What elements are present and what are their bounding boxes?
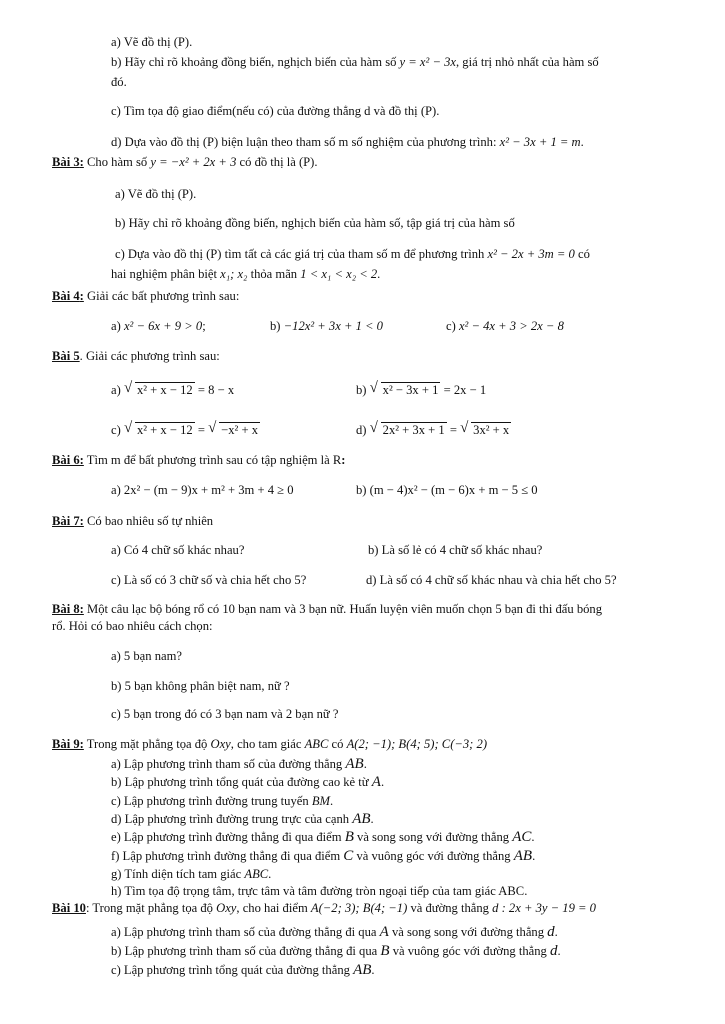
exercise-4-item-c: c) x² − 4x + 3 > 2x − 8 — [446, 319, 564, 333]
exercise-9-item: c) Lập phương trình đường trung tuyến BM. — [111, 794, 334, 808]
exercise-10-item: b) Lập phương trình tham số của đường thẳng đi qua B và vuông góc với đường thẳng d. — [111, 943, 561, 959]
exercise-7-item-d: d) Là số có 4 chữ số khác nhau và chia hết cho 5? — [366, 573, 617, 587]
exercise-9-item: b) Lập phương trình tổng quát của đường cao kẻ từ A. — [111, 774, 385, 790]
exercise-8-item-c: c) 5 bạn trong đó có 3 bạn nam và 2 bạn nữ ? — [111, 707, 339, 721]
points: A(−2; 3); B(4; −1) — [310, 901, 408, 915]
exercise-5-item-d: d) √ 2x² + 3x + 1 = √ 3x² + x — [356, 422, 511, 438]
p1-item-b: b) Hãy chỉ rõ khoảng đồng biến, nghịch biến của hàm số y = x² − 3x, giá trị nhỏ nhất của hàm số — [111, 55, 599, 69]
exercise-label: Bài 5 — [52, 349, 80, 363]
function-expression: y = −x² + 2x + 3 — [150, 155, 237, 169]
exercise-5-heading: Bài 5. Giải các phương trình sau: — [52, 349, 220, 363]
exercise-3-item-a: a) Vẽ đồ thị (P). — [115, 187, 197, 201]
p1-item-c: c) Tìm tọa độ giao điểm(nếu có) của đường thẳng d và đồ thị (P). — [111, 104, 440, 118]
exercise-7-item-b: b) Là số lẻ có 4 chữ số khác nhau? — [368, 543, 543, 557]
equation: x² − 2x + 3m = 0 — [487, 247, 575, 261]
exercise-9-item: g) Tính diện tích tam giác ABC. — [111, 867, 272, 881]
exercise-9-item: a) Lập phương trình tham số của đường thẳng AB. — [111, 756, 367, 772]
exercise-7-heading: Bài 7: Có bao nhiêu số tự nhiên — [52, 514, 214, 528]
exercise-10-heading: Bài 10: Trong mặt phẳng tọa độ Oxy, cho hai điểm A(−2; 3); B(4; −1) và đường thẳng d : 2x + 3y − 19 = 0 — [52, 901, 596, 915]
exercise-8-item-b: b) 5 bạn không phân biệt nam, nữ ? — [111, 679, 290, 693]
exercise-9-item: h) Tìm tọa độ trọng tâm, trực tâm và tâm đường tròn ngoại tiếp của tam giác ABC. — [111, 884, 528, 898]
exercise-label: Bài 4 — [52, 289, 80, 303]
equation: x² − 3x + 1 = m — [499, 135, 581, 149]
exercise-4-item-a: a) x² − 6x + 9 > 0; — [111, 319, 206, 333]
p1-item-b-cont: đó. — [111, 75, 127, 89]
exercise-9-heading: Bài 9: Trong mặt phẳng tọa độ Oxy, cho tam giác ABC có A(2; −1); B(4; 5); C(−3; 2) — [52, 737, 488, 751]
exercise-label: Bài 3 — [52, 155, 80, 169]
exercise-9-item: d) Lập phương trình đường trung trực của cạnh AB. — [111, 811, 374, 827]
exercise-3-heading: Bài 3: Cho hàm số y = −x² + 2x + 3 có đồ thị là (P). — [52, 155, 318, 169]
exercise-3-item-c-cont: hai nghiệm phân biệt x₁; x₂ thỏa mãn 1 < x₁ < x₂ < 2. — [111, 267, 381, 281]
p1-item-a: a) Vẽ đồ thị (P). — [111, 35, 193, 49]
exercise-8-heading: Bài 8: Một câu lạc bộ bóng rổ có 10 bạn nam và 3 bạn nữ. Huấn luyện viên muốn chọn 5 bạn đi thi đấu bóng — [52, 602, 603, 616]
exercise-7-item-c: c) Là số có 3 chữ số và chia hết cho 5? — [111, 573, 307, 587]
triangle-points: A(2; −1); B(4; 5); C(−3; 2) — [346, 737, 488, 751]
exercise-6-item-b: b) (m − 4)x² − (m − 6)x + m − 5 ≤ 0 — [356, 483, 538, 497]
exercise-5-item-a: a) √ x² + x − 12 = 8 − x — [111, 382, 234, 398]
exercise-5-item-c: c) √ x² + x − 12 = √ −x² + x — [111, 422, 260, 438]
inequality: 1 < x₁ < x₂ < 2 — [300, 267, 378, 281]
exercise-3-item-c: c) Dựa vào đồ thị (P) tìm tất cả các giá trị của tham số m để phương trình x² − 2x + 3m = 0 có — [115, 247, 590, 261]
exercise-7-item-a: a) Có 4 chữ số khác nhau? — [111, 543, 245, 557]
line-equation: d : 2x + 3y − 19 = 0 — [492, 901, 596, 915]
exercise-9-item: f) Lập phương trình đường thẳng đi qua điểm C và vuông góc với đường thẳng AB. — [111, 848, 536, 864]
function-expression: y = x² − 3x — [399, 55, 456, 69]
exercise-label: Bài 6: — [52, 453, 84, 467]
exercise-label: Bài 7: — [52, 514, 84, 528]
exercise-label: Bài 8: — [52, 602, 84, 616]
exercise-6-item-a: a) 2x² − (m − 9)x + m² + 3m + 4 ≥ 0 — [111, 483, 294, 497]
exercise-8-item-a: a) 5 bạn nam? — [111, 649, 182, 663]
p1-item-d: d) Dựa vào đồ thị (P) biện luận theo tham số m số nghiệm của phương trình: x² − 3x + 1 = m. — [111, 135, 584, 149]
exercise-label: Bài 10 — [52, 901, 86, 915]
exercise-8-heading-cont: rổ. Hỏi có bao nhiêu cách chọn: — [52, 619, 213, 633]
exercise-10-item: c) Lập phương trình tổng quát của đường thẳng AB. — [111, 962, 375, 978]
exercise-6-heading: Bài 6: Tìm m để bất phương trình sau có tập nghiệm là R: — [52, 453, 346, 467]
exercise-label: Bài 9: — [52, 737, 84, 751]
exercise-4-heading: Bài 4: Giải các bất phương trình sau: — [52, 289, 240, 303]
exercise-9-item: e) Lập phương trình đường thẳng đi qua điểm B và song song với đường thẳng AC. — [111, 829, 535, 845]
exercise-10-item: a) Lập phương trình tham số của đường thẳng đi qua A và song song với đường thẳng d. — [111, 924, 558, 940]
exercise-5-item-b: b) √ x² − 3x + 1 = 2x − 1 — [356, 382, 486, 398]
exercise-3-item-b: b) Hãy chỉ rõ khoảng đồng biến, nghịch biến của hàm số, tập giá trị của hàm số — [115, 216, 515, 230]
exercise-4-item-b: b) −12x² + 3x + 1 < 0 — [270, 319, 383, 333]
